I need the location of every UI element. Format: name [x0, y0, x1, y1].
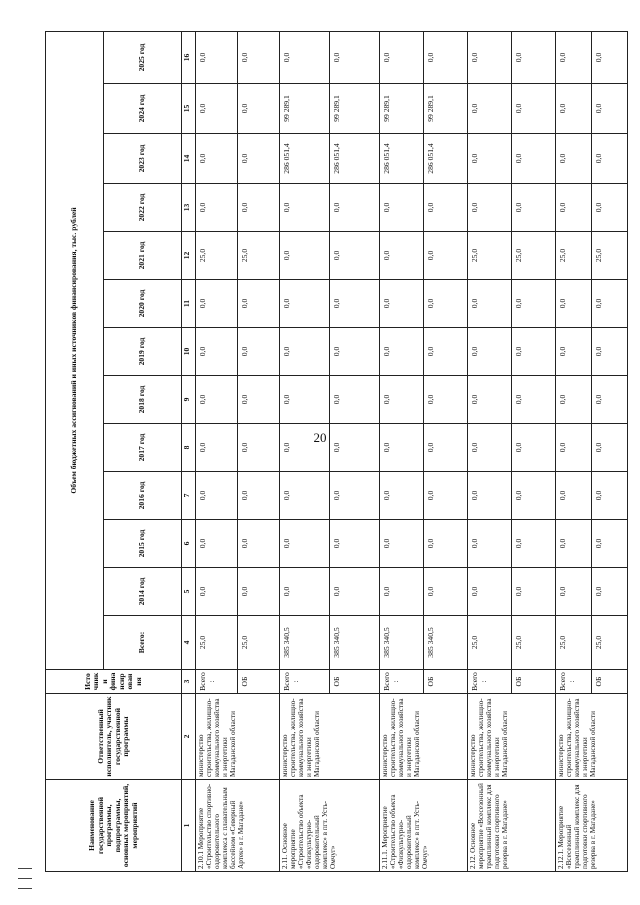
year-value-cell: 99 289,1 [424, 84, 468, 134]
year-value-cell: 0,0 [424, 424, 468, 472]
table-row [380, 32, 424, 872]
responsible-cell: министерство строительства, жилищно-коммунального хозяйства и энергетики Магаданской области [468, 694, 556, 780]
year-value-cell: 0,0 [468, 472, 512, 520]
year-value-cell: 0,0 [556, 376, 592, 424]
year-value-cell: 0,0 [468, 328, 512, 376]
year-value-cell: 0,0 [380, 472, 424, 520]
year-value-cell: 0,0 [196, 184, 238, 232]
header-source: Источники финансирования [46, 670, 182, 694]
source-cell: Всего: [556, 670, 592, 694]
year-value-cell: 0,0 [592, 472, 628, 520]
source-cell: Всего: [380, 670, 424, 694]
year-value-cell: 0,0 [380, 328, 424, 376]
header-year: 2016 год [104, 472, 182, 520]
column-number: 4 [182, 616, 196, 670]
column-number: 1 [182, 780, 196, 872]
table-row [196, 32, 238, 872]
source-cell: ОБ [330, 670, 380, 694]
header-year: 2015 год [104, 520, 182, 568]
year-value-cell: 0,0 [330, 32, 380, 84]
year-value-cell: 0,0 [556, 184, 592, 232]
column-number: 13 [182, 184, 196, 232]
year-value-cell: 0,0 [380, 184, 424, 232]
financing-table [45, 31, 628, 872]
year-value-cell: 0,0 [512, 32, 556, 84]
year-value-cell: 0,0 [424, 32, 468, 84]
year-value-cell: 0,0 [238, 472, 280, 520]
header-volume: Объем бюджетных ассигнований и иных источников финансирования, тыс. рублей [46, 32, 104, 670]
year-value-cell: 0,0 [592, 32, 628, 84]
year-value-cell: 0,0 [238, 184, 280, 232]
year-value-cell: 0,0 [280, 424, 330, 472]
year-value-cell: 0,0 [468, 134, 512, 184]
year-value-cell: 0,0 [468, 84, 512, 134]
year-value-cell: 0,0 [330, 472, 380, 520]
year-value-cell: 0,0 [512, 328, 556, 376]
table-body [196, 32, 628, 872]
year-value-cell: 25,0 [468, 232, 512, 280]
year-value-cell: 0,0 [238, 424, 280, 472]
year-value-cell: 0,0 [424, 472, 468, 520]
year-value-cell: 0,0 [196, 520, 238, 568]
header-year: 2025 год [104, 32, 182, 84]
total-value-cell: 25,0 [556, 616, 592, 670]
year-value-cell: 0,0 [556, 32, 592, 84]
column-number: 6 [182, 520, 196, 568]
header-total: Всего: [104, 616, 182, 670]
year-value-cell: 0,0 [280, 472, 330, 520]
year-value-cell: 0,0 [512, 376, 556, 424]
year-value-cell: 25,0 [556, 232, 592, 280]
year-value-cell: 0,0 [330, 184, 380, 232]
source-cell: ОБ [424, 670, 468, 694]
year-value-cell: 99 289,1 [380, 84, 424, 134]
header-row-top [46, 32, 104, 872]
year-value-cell: 0,0 [280, 568, 330, 616]
responsible-cell: министерство строительства, жилищно-коммунального хозяйства и энергетики Магаданской области [196, 694, 280, 780]
year-value-cell: 0,0 [238, 280, 280, 328]
year-value-cell: 0,0 [238, 84, 280, 134]
year-value-cell: 25,0 [238, 232, 280, 280]
column-number: 5 [182, 568, 196, 616]
year-value-cell: 0,0 [424, 520, 468, 568]
year-value-cell: 0,0 [196, 568, 238, 616]
year-value-cell: 0,0 [512, 424, 556, 472]
year-value-cell: 0,0 [330, 376, 380, 424]
total-value-cell: 25,0 [238, 616, 280, 670]
page-number: 20 [313, 430, 327, 445]
year-value-cell: 0,0 [196, 328, 238, 376]
year-value-cell: 0,0 [196, 84, 238, 134]
year-value-cell: 0,0 [238, 568, 280, 616]
header-year: 2021 год [104, 232, 182, 280]
column-number: 10 [182, 328, 196, 376]
column-number: 11 [182, 280, 196, 328]
year-value-cell: 0,0 [592, 184, 628, 232]
year-value-cell: 0,0 [380, 424, 424, 472]
year-value-cell: 99 289,1 [330, 84, 380, 134]
program-name-cell: 2.12.1. Мероприятие «Всесезонный трамплинный комплекс для подготовки спортивного резерва в г. Магадане» [556, 780, 628, 872]
year-value-cell: 0,0 [592, 424, 628, 472]
year-value-cell: 0,0 [468, 520, 512, 568]
responsible-cell: министерство строительства, жилищно-коммунального хозяйства и энергетики Магаданской области [280, 694, 380, 780]
year-value-cell: 0,0 [330, 424, 380, 472]
year-value-cell: 25,0 [512, 232, 556, 280]
year-value-cell: 0,0 [238, 520, 280, 568]
total-value-cell: 25,0 [592, 616, 628, 670]
year-value-cell: 0,0 [330, 568, 380, 616]
year-value-cell: 0,0 [280, 376, 330, 424]
year-value-cell: 0,0 [468, 184, 512, 232]
year-value-cell: 25,0 [592, 232, 628, 280]
column-number: 3 [182, 670, 196, 694]
year-value-cell: 0,0 [280, 520, 330, 568]
year-value-cell: 286 051,4 [330, 134, 380, 184]
program-name-cell: 2.11.1. Мероприятие «Строительство объекта «Физкультурно-оздоровительный комплекс» в пгт. Усть-Омчуг» [380, 780, 468, 872]
column-number: 2 [182, 694, 196, 780]
year-value-cell: 0,0 [238, 134, 280, 184]
column-number: 7 [182, 472, 196, 520]
year-value-cell: 0,0 [512, 472, 556, 520]
year-value-cell: 0,0 [280, 328, 330, 376]
source-cell: ОБ [592, 670, 628, 694]
program-name-cell: 2.11. Основное мероприятие «Строительство объекта «Физкультурно-оздоровительный комплекс» в пгт. Усть-Омчуг» [280, 780, 380, 872]
header-year: 2022 год [104, 184, 182, 232]
year-value-cell: 0,0 [468, 424, 512, 472]
header-responsible: Ответственный исполнитель, участник государственной программы [46, 694, 182, 780]
total-value-cell: 385 340,5 [424, 616, 468, 670]
year-value-cell: 0,0 [424, 232, 468, 280]
year-value-cell: 0,0 [556, 280, 592, 328]
year-value-cell: 0,0 [380, 520, 424, 568]
year-value-cell: 286 051,4 [424, 134, 468, 184]
year-value-cell: 0,0 [512, 84, 556, 134]
year-value-cell: 0,0 [196, 32, 238, 84]
margin-mark [18, 878, 32, 879]
year-value-cell: 99 289,1 [280, 84, 330, 134]
column-number: 8 [182, 424, 196, 472]
year-value-cell: 0,0 [592, 520, 628, 568]
year-value-cell: 0,0 [424, 184, 468, 232]
year-value-cell: 0,0 [196, 424, 238, 472]
year-value-cell: 0,0 [196, 134, 238, 184]
column-number: 9 [182, 376, 196, 424]
year-value-cell: 0,0 [280, 184, 330, 232]
header-year: 2020 год [104, 280, 182, 328]
responsible-cell: министерство строительства, жилищно-коммунального хозяйства и энергетики Магаданской области [556, 694, 628, 780]
table-row [280, 32, 330, 872]
year-value-cell: 0,0 [556, 520, 592, 568]
year-value-cell: 0,0 [556, 328, 592, 376]
source-cell: Всего: [280, 670, 330, 694]
margin-mark [18, 868, 32, 869]
year-value-cell: 0,0 [468, 376, 512, 424]
year-value-cell: 0,0 [512, 184, 556, 232]
responsible-cell: министерство строительства, жилищно-коммунального хозяйства и энергетики Магаданской области [380, 694, 468, 780]
year-value-cell: 0,0 [196, 280, 238, 328]
source-cell: Всего: [196, 670, 238, 694]
year-value-cell: 286 051,4 [280, 134, 330, 184]
program-name-cell: 2.12. Основное мероприятие «Всесезонный трамплинный комплекс для подготовки спортивного резерва в г. Магадане» [468, 780, 556, 872]
year-value-cell: 0,0 [592, 84, 628, 134]
source-cell: Всего: [468, 670, 512, 694]
year-value-cell: 0,0 [468, 32, 512, 84]
header-year: 2019 год [104, 328, 182, 376]
year-value-cell: 0,0 [556, 424, 592, 472]
header-year: 2014 год [104, 568, 182, 616]
total-value-cell: 385 340,5 [280, 616, 330, 670]
year-value-cell: 0,0 [556, 84, 592, 134]
year-value-cell: 25,0 [196, 232, 238, 280]
year-value-cell: 0,0 [280, 32, 330, 84]
column-number: 14 [182, 134, 196, 184]
year-value-cell: 0,0 [556, 568, 592, 616]
total-value-cell: 385 340,5 [330, 616, 380, 670]
year-value-cell: 0,0 [592, 376, 628, 424]
column-number: 12 [182, 232, 196, 280]
total-value-cell: 25,0 [512, 616, 556, 670]
year-value-cell: 0,0 [468, 280, 512, 328]
year-value-cell: 0,0 [512, 134, 556, 184]
year-value-cell: 0,0 [424, 280, 468, 328]
year-value-cell: 0,0 [330, 328, 380, 376]
year-value-cell: 0,0 [330, 520, 380, 568]
total-value-cell: 25,0 [468, 616, 512, 670]
source-cell: ОБ [512, 670, 556, 694]
table-row [556, 32, 592, 872]
year-value-cell: 0,0 [512, 568, 556, 616]
year-value-cell: 0,0 [556, 134, 592, 184]
year-value-cell: 0,0 [424, 568, 468, 616]
header-year: 2024 год [104, 84, 182, 134]
year-value-cell: 286 051,4 [380, 134, 424, 184]
year-value-cell: 0,0 [468, 568, 512, 616]
column-number: 16 [182, 32, 196, 84]
year-value-cell: 0,0 [280, 232, 330, 280]
header-name: Наименование государственной программы, подпрограммы, основных мероприятий, мероприятий [46, 780, 182, 872]
rotated-sheet [45, 32, 603, 872]
year-value-cell: 0,0 [330, 280, 380, 328]
year-value-cell: 0,0 [238, 328, 280, 376]
year-value-cell: 0,0 [424, 376, 468, 424]
header-year: 2018 год [104, 376, 182, 424]
year-value-cell: 0,0 [592, 134, 628, 184]
margin-mark [18, 888, 32, 889]
header-year: 2023 год [104, 134, 182, 184]
year-value-cell: 0,0 [380, 376, 424, 424]
year-value-cell: 0,0 [238, 32, 280, 84]
program-name-cell: 2.10.1 Мероприятие «Строительство спортивно-оздоровительного комплекса с плавательным бассейном «Северный Артек» в г. Магадане» [196, 780, 280, 872]
year-value-cell: 0,0 [330, 232, 380, 280]
header-year: 2017 год [104, 424, 182, 472]
year-value-cell: 0,0 [380, 232, 424, 280]
year-value-cell: 0,0 [512, 520, 556, 568]
year-value-cell: 0,0 [380, 280, 424, 328]
year-value-cell: 0,0 [380, 568, 424, 616]
year-value-cell: 0,0 [280, 280, 330, 328]
column-number: 15 [182, 84, 196, 134]
source-cell: ОБ [238, 670, 280, 694]
year-value-cell: 0,0 [424, 328, 468, 376]
year-value-cell: 0,0 [592, 328, 628, 376]
year-value-cell: 0,0 [380, 32, 424, 84]
year-value-cell: 0,0 [556, 472, 592, 520]
year-value-cell: 0,0 [238, 376, 280, 424]
table-row [468, 32, 512, 872]
year-value-cell: 0,0 [196, 376, 238, 424]
year-value-cell: 0,0 [592, 568, 628, 616]
year-value-cell: 0,0 [196, 472, 238, 520]
year-value-cell: 0,0 [512, 280, 556, 328]
total-value-cell: 385 340,5 [380, 616, 424, 670]
year-value-cell: 0,0 [592, 280, 628, 328]
column-number-row [182, 32, 196, 872]
total-value-cell: 25,0 [196, 616, 238, 670]
